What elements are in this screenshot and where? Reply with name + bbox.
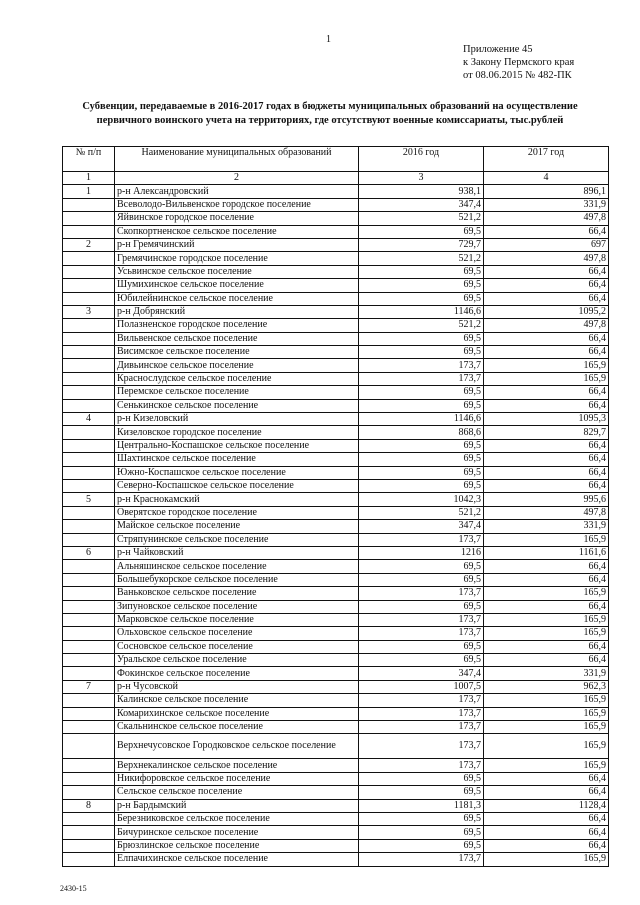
row-num: [63, 826, 115, 839]
row-2017: 66,4: [484, 279, 609, 292]
row-name: Елпачихинское сельское поселение: [115, 853, 359, 866]
row-2016: 69,5: [359, 560, 484, 573]
table-row: [63, 772, 609, 785]
row-name: Северно-Коспашское сельское поселение: [115, 479, 359, 492]
table-row: [63, 853, 609, 866]
row-2017: 66,4: [484, 786, 609, 799]
table-row: [63, 654, 609, 667]
row-2016: 69,5: [359, 600, 484, 613]
row-num: [63, 533, 115, 546]
row-name: Брюзлинское сельское поселение: [115, 839, 359, 852]
row-name: Усьвинское сельское поселение: [115, 265, 359, 278]
row-2016: 69,5: [359, 812, 484, 825]
table-row: [63, 600, 609, 613]
row-name: Висимское сельское поселение: [115, 346, 359, 359]
index-cell: 2: [115, 172, 359, 185]
row-num: [63, 600, 115, 613]
row-2017: 165,9: [484, 372, 609, 385]
row-name: Гремячинское городское поселение: [115, 252, 359, 265]
row-name: Южно-Коспашское сельское поселение: [115, 466, 359, 479]
row-2016: 173,7: [359, 759, 484, 772]
row-name: Ваньковское сельское поселение: [115, 587, 359, 600]
table-row: [63, 786, 609, 799]
row-2017: 962,3: [484, 680, 609, 693]
row-2016: 1216: [359, 546, 484, 559]
row-2017: 165,9: [484, 707, 609, 720]
row-num: [63, 198, 115, 211]
row-2016: 69,5: [359, 439, 484, 452]
row-2017: 66,4: [484, 466, 609, 479]
table-row: [63, 799, 609, 812]
row-2016: 729,7: [359, 238, 484, 251]
table-row: [63, 573, 609, 586]
table-row: [63, 359, 609, 372]
index-cell: 4: [484, 172, 609, 185]
row-num: [63, 772, 115, 785]
row-2016: 521,2: [359, 212, 484, 225]
row-num: [63, 721, 115, 734]
table-row: [63, 533, 609, 546]
row-num: [63, 694, 115, 707]
row-num: [63, 292, 115, 305]
row-2017: 331,9: [484, 520, 609, 533]
row-2017: 66,4: [484, 346, 609, 359]
table-row: [63, 640, 609, 653]
header-num: № п/п: [63, 147, 115, 172]
subsidies-table: [62, 146, 609, 867]
row-num: 1: [63, 185, 115, 198]
row-2017: 165,9: [484, 627, 609, 640]
row-num: [63, 359, 115, 372]
index-cell: 1: [63, 172, 115, 185]
table-row: [63, 212, 609, 225]
row-2017: 497,8: [484, 506, 609, 519]
row-2017: 66,4: [484, 772, 609, 785]
appendix-line-3: от 08.06.2015 № 482-ПК: [463, 70, 572, 81]
row-name: Комарихинское сельское поселение: [115, 707, 359, 720]
row-name: Березниковское сельское поселение: [115, 812, 359, 825]
row-num: [63, 654, 115, 667]
table-row: [63, 292, 609, 305]
row-2017: 896,1: [484, 185, 609, 198]
row-2016: 69,5: [359, 654, 484, 667]
row-2017: 66,4: [484, 479, 609, 492]
row-num: [63, 520, 115, 533]
row-2016: 173,7: [359, 694, 484, 707]
row-2016: 1146,6: [359, 305, 484, 318]
row-2016: 69,5: [359, 399, 484, 412]
table-row: [63, 346, 609, 359]
row-2017: 165,9: [484, 853, 609, 866]
row-2016: 69,5: [359, 292, 484, 305]
header-2016: 2016 год: [359, 147, 484, 172]
row-name: Полазненское городское поселение: [115, 319, 359, 332]
row-num: [63, 453, 115, 466]
row-num: [63, 332, 115, 345]
row-num: [63, 386, 115, 399]
row-name: Сельское сельское поселение: [115, 786, 359, 799]
row-num: [63, 506, 115, 519]
row-name: Скопкортненское сельское поселение: [115, 225, 359, 238]
row-2016: 69,5: [359, 466, 484, 479]
row-num: [63, 734, 115, 759]
table-row: [63, 265, 609, 278]
row-2017: 66,4: [484, 332, 609, 345]
row-name: Ольховское сельское поселение: [115, 627, 359, 640]
row-num: [63, 319, 115, 332]
row-2017: 66,4: [484, 812, 609, 825]
row-num: [63, 212, 115, 225]
row-2016: 69,5: [359, 346, 484, 359]
table-row: [63, 734, 609, 759]
row-2017: 66,4: [484, 560, 609, 573]
appendix-line-1: Приложение 45: [463, 44, 533, 55]
table-row: [63, 479, 609, 492]
row-name: Никифоровское сельское поселение: [115, 772, 359, 785]
row-2016: 173,7: [359, 587, 484, 600]
row-2017: 66,4: [484, 265, 609, 278]
row-2017: 66,4: [484, 292, 609, 305]
row-2017: 165,9: [484, 587, 609, 600]
row-2017: 165,9: [484, 613, 609, 626]
row-name: Сосновское сельское поселение: [115, 640, 359, 653]
row-num: [63, 667, 115, 680]
row-2016: 1181,3: [359, 799, 484, 812]
row-2016: 1146,6: [359, 413, 484, 426]
row-2017: 66,4: [484, 640, 609, 653]
row-num: [63, 479, 115, 492]
table-row: [63, 439, 609, 452]
row-2017: 1128,4: [484, 799, 609, 812]
row-2016: 521,2: [359, 506, 484, 519]
row-2016: 173,7: [359, 853, 484, 866]
row-num: [63, 573, 115, 586]
row-num: [63, 587, 115, 600]
title-line-1: Субвенции, передаваемые в 2016-2017 годах в бюджеты муниципальных образований на осуществление: [82, 101, 578, 112]
appendix-reference: [463, 43, 574, 82]
row-num: [63, 225, 115, 238]
row-2017: 66,4: [484, 839, 609, 852]
table-row: [63, 225, 609, 238]
table-row: [63, 694, 609, 707]
table-row: [63, 453, 609, 466]
row-num: [63, 279, 115, 292]
row-2017: 165,9: [484, 359, 609, 372]
row-2016: 173,7: [359, 359, 484, 372]
row-name: Марковское сельское поселение: [115, 613, 359, 626]
row-2016: 69,5: [359, 826, 484, 839]
row-name: Фокинское сельское поселение: [115, 667, 359, 680]
row-2017: 66,4: [484, 399, 609, 412]
row-2017: 66,4: [484, 386, 609, 399]
table-row: [63, 493, 609, 506]
row-num: [63, 265, 115, 278]
row-2016: 69,5: [359, 332, 484, 345]
row-2016: 69,5: [359, 772, 484, 785]
row-2016: 69,5: [359, 386, 484, 399]
row-name: Верхнечусовское Городковское сельское поселение: [115, 734, 359, 759]
row-num: [63, 759, 115, 772]
row-num: 4: [63, 413, 115, 426]
row-2016: 173,7: [359, 734, 484, 759]
row-num: 8: [63, 799, 115, 812]
row-name: р-н Чусовской: [115, 680, 359, 693]
row-num: [63, 786, 115, 799]
table-row: [63, 546, 609, 559]
row-2016: 69,5: [359, 839, 484, 852]
table-body: [63, 185, 609, 866]
row-name: Краснослудское сельское поселение: [115, 372, 359, 385]
row-num: 5: [63, 493, 115, 506]
row-name: р-н Добрянский: [115, 305, 359, 318]
table-row: [63, 332, 609, 345]
row-name: р-н Краснокамский: [115, 493, 359, 506]
row-2016: 173,7: [359, 721, 484, 734]
table-row: [63, 613, 609, 626]
row-num: [63, 560, 115, 573]
row-2017: 66,4: [484, 826, 609, 839]
row-num: [63, 613, 115, 626]
row-name: Большебукорское сельское поселение: [115, 573, 359, 586]
row-2016: 69,5: [359, 573, 484, 586]
row-name: Верхнекалинское сельское поселение: [115, 759, 359, 772]
row-num: [63, 346, 115, 359]
row-2017: 66,4: [484, 573, 609, 586]
row-2016: 521,2: [359, 252, 484, 265]
row-num: [63, 707, 115, 720]
document-title: [60, 100, 600, 128]
row-num: [63, 853, 115, 866]
row-2017: 497,8: [484, 319, 609, 332]
row-2017: 497,8: [484, 252, 609, 265]
row-2016: 69,5: [359, 640, 484, 653]
row-2016: 1042,3: [359, 493, 484, 506]
footer-code: 2430-15: [60, 884, 87, 893]
row-2017: 1161,6: [484, 546, 609, 559]
row-2017: 697: [484, 238, 609, 251]
row-2017: 66,4: [484, 439, 609, 452]
row-2016: 69,5: [359, 453, 484, 466]
table-row: [63, 506, 609, 519]
row-name: Шумихинское сельское поселение: [115, 279, 359, 292]
row-2016: 69,5: [359, 265, 484, 278]
row-num: 3: [63, 305, 115, 318]
row-2016: 69,5: [359, 225, 484, 238]
title-line-2: первичного воинского учета на территориях, где отсутствуют военные комиссариаты, тыс.рублей: [96, 115, 564, 126]
table-row: [63, 252, 609, 265]
row-2017: 165,9: [484, 734, 609, 759]
row-name: р-н Кизеловский: [115, 413, 359, 426]
table-row: [63, 721, 609, 734]
table-header-row: [63, 147, 609, 172]
row-2017: 1095,2: [484, 305, 609, 318]
row-2016: 1007,5: [359, 680, 484, 693]
table-row: [63, 812, 609, 825]
row-num: [63, 466, 115, 479]
row-2017: 1095,3: [484, 413, 609, 426]
row-name: Шахтинское сельское поселение: [115, 453, 359, 466]
row-2017: 165,9: [484, 694, 609, 707]
row-2017: 331,9: [484, 198, 609, 211]
row-2016: 347,4: [359, 520, 484, 533]
column-index-row: [63, 172, 609, 185]
row-2016: 347,4: [359, 667, 484, 680]
table-row: [63, 185, 609, 198]
row-2017: 66,4: [484, 600, 609, 613]
row-name: Юбилейнинское сельское поселение: [115, 292, 359, 305]
table-row: [63, 466, 609, 479]
table-row: [63, 399, 609, 412]
row-name: Яйвинское городское поселение: [115, 212, 359, 225]
row-name: Вильвенское сельское поселение: [115, 332, 359, 345]
table-row: [63, 839, 609, 852]
table-row: [63, 426, 609, 439]
row-2016: 173,7: [359, 627, 484, 640]
row-2017: 331,9: [484, 667, 609, 680]
row-name: р-н Гремячинский: [115, 238, 359, 251]
row-num: [63, 812, 115, 825]
row-2017: 66,4: [484, 453, 609, 466]
row-2016: 69,5: [359, 479, 484, 492]
row-num: [63, 426, 115, 439]
row-name: Дивьинское сельское поселение: [115, 359, 359, 372]
row-name: Оверятское городское поселение: [115, 506, 359, 519]
table-row: [63, 305, 609, 318]
row-name: Стряпунинское сельское поселение: [115, 533, 359, 546]
row-2017: 995,6: [484, 493, 609, 506]
row-num: 6: [63, 546, 115, 559]
row-2016: 173,7: [359, 613, 484, 626]
row-name: Всеволодо-Вильвенское городское поселение: [115, 198, 359, 211]
row-2016: 69,5: [359, 279, 484, 292]
table-row: [63, 560, 609, 573]
table-row: [63, 707, 609, 720]
row-name: р-н Бардымский: [115, 799, 359, 812]
row-2016: 521,2: [359, 319, 484, 332]
row-name: Калинское сельское поселение: [115, 694, 359, 707]
row-2016: 173,7: [359, 707, 484, 720]
row-2016: 347,4: [359, 198, 484, 211]
row-name: Майское сельское поселение: [115, 520, 359, 533]
table-row: [63, 238, 609, 251]
table-row: [63, 372, 609, 385]
row-name: Скальнинское сельское поселение: [115, 721, 359, 734]
row-2017: 66,4: [484, 654, 609, 667]
row-name: Зипуновское сельское поселение: [115, 600, 359, 613]
row-name: р-н Александровский: [115, 185, 359, 198]
row-name: Кизеловское городское поселение: [115, 426, 359, 439]
table-row: [63, 198, 609, 211]
row-num: [63, 839, 115, 852]
row-2017: 497,8: [484, 212, 609, 225]
row-name: Уральское сельское поселение: [115, 654, 359, 667]
table-row: [63, 627, 609, 640]
table-row: [63, 759, 609, 772]
row-2017: 165,9: [484, 533, 609, 546]
row-name: Перемское сельское поселение: [115, 386, 359, 399]
index-cell: 3: [359, 172, 484, 185]
table-row: [63, 520, 609, 533]
row-2017: 829,7: [484, 426, 609, 439]
row-2016: 173,7: [359, 372, 484, 385]
row-name: Сенькинское сельское поселение: [115, 399, 359, 412]
table-row: [63, 826, 609, 839]
row-2017: 66,4: [484, 225, 609, 238]
row-num: 2: [63, 238, 115, 251]
table-row: [63, 667, 609, 680]
table-row: [63, 587, 609, 600]
table-row: [63, 386, 609, 399]
row-num: [63, 372, 115, 385]
row-num: [63, 439, 115, 452]
row-2016: 868,6: [359, 426, 484, 439]
row-name: Бичуринское сельское поселение: [115, 826, 359, 839]
table-row: [63, 413, 609, 426]
row-num: [63, 627, 115, 640]
header-2017: 2017 год: [484, 147, 609, 172]
row-2016: 173,7: [359, 533, 484, 546]
row-num: [63, 640, 115, 653]
row-num: 7: [63, 680, 115, 693]
row-name: Центрально-Коспашское сельское поселение: [115, 439, 359, 452]
appendix-line-2: к Закону Пермского края: [463, 57, 575, 68]
row-2017: 165,9: [484, 759, 609, 772]
page-number: 1: [326, 34, 331, 45]
table-row: [63, 279, 609, 292]
row-2016: 938,1: [359, 185, 484, 198]
header-name: Наименование муниципальных образований: [115, 147, 359, 172]
table-row: [63, 680, 609, 693]
row-name: Альняшинское сельское поселение: [115, 560, 359, 573]
row-name: р-н Чайковский: [115, 546, 359, 559]
table-row: [63, 319, 609, 332]
row-num: [63, 252, 115, 265]
row-2016: 69,5: [359, 786, 484, 799]
row-num: [63, 399, 115, 412]
row-2017: 165,9: [484, 721, 609, 734]
